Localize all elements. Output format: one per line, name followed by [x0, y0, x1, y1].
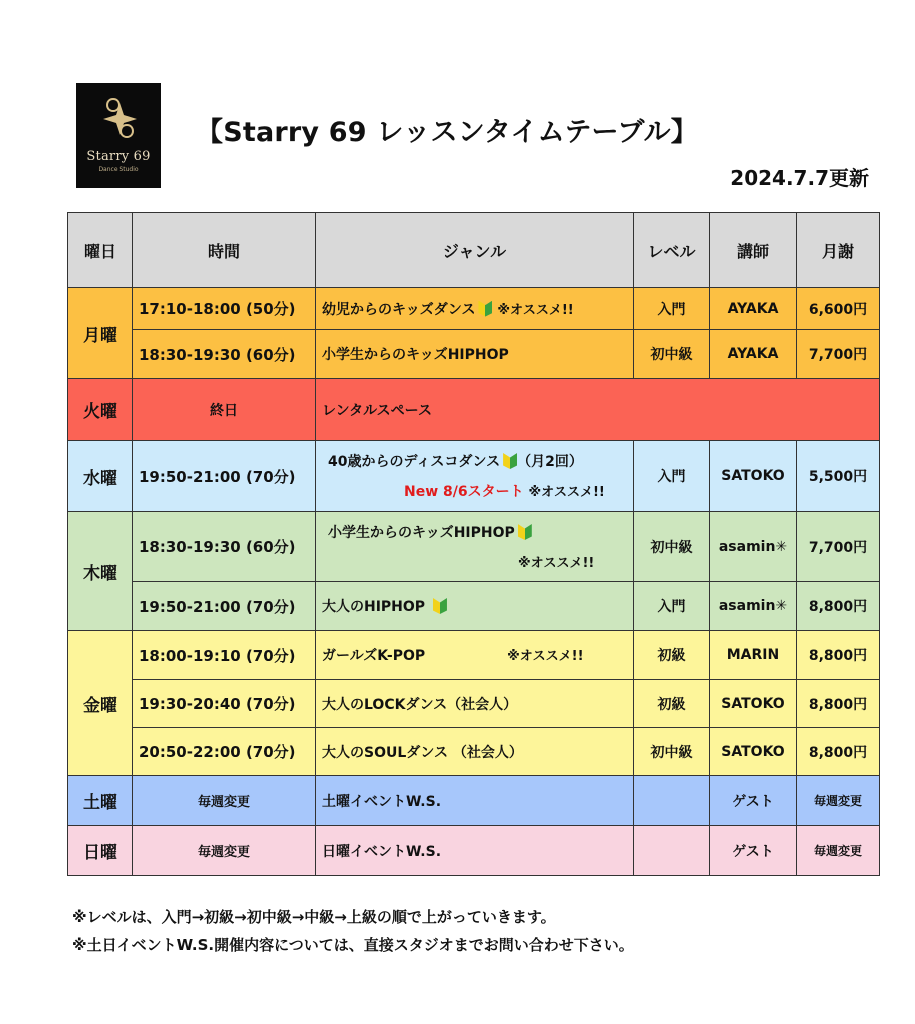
genre-text: 幼児からのキッズダンス [322, 301, 476, 318]
header-teacher: 講師 [710, 213, 797, 288]
level-cell: 初中級 [634, 512, 710, 582]
teacher-cell: SATOKO [710, 728, 797, 776]
fee-cell: 6,600円 [797, 288, 880, 330]
header-level: レベル [634, 213, 710, 288]
footnote-events: ※土日イベントW.S.開催内容については、直接スタジオまでお問い合わせ下さい。 [72, 936, 634, 954]
footnote-levels: ※レベルは、入門→初級→初中級→中級→上級の順で上がっていきます。 [72, 908, 556, 926]
table-row [68, 631, 880, 680]
level-cell: 初中級 [634, 728, 710, 776]
level-cell [634, 826, 710, 876]
day-wednesday: 水曜 [68, 441, 133, 512]
teacher-cell: asamin✳ [710, 512, 797, 582]
beginner-mark-icon [433, 598, 447, 614]
header-genre: ジャンル [316, 213, 634, 288]
table-row [68, 288, 880, 330]
logo-name: Starry 69 [86, 149, 151, 164]
teacher-cell: AYAKA [710, 330, 797, 379]
level-cell: 初中級 [634, 330, 710, 379]
teacher-cell: AYAKA [710, 288, 797, 330]
genre-cell: 土曜イベントW.S. [316, 776, 634, 826]
genre-cell: レンタルスペース [316, 379, 880, 441]
genre-text: 小学生からのキッズHIPHOP [328, 525, 515, 541]
page-title: 【Starry 69 レッスンタイムテーブル】 [196, 117, 698, 148]
logo-subtitle: Dance Studio [98, 166, 139, 173]
time-cell: 20:50-22:00 (70分) [133, 728, 316, 776]
genre-text: 40歳からのディスコダンス [328, 454, 501, 470]
header-time: 時間 [133, 213, 316, 288]
genre-text: ガールズK-POP [322, 648, 426, 664]
level-cell: 入門 [634, 582, 710, 631]
table-row [68, 379, 880, 441]
genre-cell [316, 441, 634, 512]
fee-cell: 8,800円 [797, 680, 880, 728]
teacher-cell: ゲスト [710, 776, 797, 826]
header-row [68, 213, 880, 288]
time-cell: 毎週変更 [133, 826, 316, 876]
genre-cell: 大人のLOCKダンス（社会人） [316, 680, 634, 728]
day-monday: 月曜 [68, 288, 133, 379]
time-cell: 終日 [133, 379, 316, 441]
teacher-cell: ゲスト [710, 826, 797, 876]
genre-cell [316, 512, 634, 582]
teacher-cell: MARIN [710, 631, 797, 680]
time-cell: 17:10-18:00 (50分) [133, 288, 316, 330]
fee-cell: 8,800円 [797, 631, 880, 680]
genre-cell [316, 582, 634, 631]
teacher-cell: SATOKO [710, 441, 797, 512]
beginner-mark-icon [503, 453, 517, 469]
fee-cell: 8,800円 [797, 582, 880, 631]
recommend-label: ※オススメ!! [518, 556, 595, 571]
day-friday: 金曜 [68, 631, 133, 776]
day-tuesday: 火曜 [68, 379, 133, 441]
day-thursday: 木曜 [68, 512, 133, 631]
level-cell [634, 776, 710, 826]
time-cell: 18:30-19:30 (60分) [133, 330, 316, 379]
time-cell: 18:30-19:30 (60分) [133, 512, 316, 582]
day-sunday: 日曜 [68, 826, 133, 876]
fee-cell: 7,700円 [797, 330, 880, 379]
header-day: 曜日 [68, 213, 133, 288]
fee-cell: 毎週変更 [797, 776, 880, 826]
recommend-label: ※オススメ!! [528, 485, 605, 500]
level-cell: 初級 [634, 680, 710, 728]
table-row [68, 728, 880, 776]
beginner-mark-icon [478, 301, 492, 317]
table-row [68, 330, 880, 379]
genre-text: 大人のHIPHOP [322, 599, 426, 615]
fee-cell: 毎週変更 [797, 826, 880, 876]
genre-cell [316, 288, 634, 330]
updated-date: 2024.7.7更新 [730, 166, 869, 190]
time-cell: 19:50-21:00 (70分) [133, 441, 316, 512]
recommend-label: ※オススメ!! [497, 302, 574, 318]
genre-cell [316, 631, 634, 680]
time-cell: 毎週変更 [133, 776, 316, 826]
beginner-mark-icon [518, 524, 532, 540]
level-cell: 入門 [634, 288, 710, 330]
genre-cell: 日曜イベントW.S. [316, 826, 634, 876]
genre-frequency: （月2回） [517, 454, 583, 470]
table-row [68, 680, 880, 728]
teacher-cell: SATOKO [710, 680, 797, 728]
time-cell: 19:30-20:40 (70分) [133, 680, 316, 728]
table-row [68, 441, 880, 512]
recommend-label: ※オススメ!! [507, 649, 584, 664]
header-fee: 月謝 [797, 213, 880, 288]
level-cell: 初級 [634, 631, 710, 680]
time-cell: 19:50-21:00 (70分) [133, 582, 316, 631]
genre-cell: 小学生からのキッズHIPHOP [316, 330, 634, 379]
table-row [68, 582, 880, 631]
new-start-label: New 8/6スタート [404, 484, 524, 500]
sparkle-logo-icon [91, 93, 147, 145]
table-row [68, 512, 880, 582]
fee-cell: 5,500円 [797, 441, 880, 512]
studio-logo [76, 83, 161, 188]
table-row [68, 776, 880, 826]
time-cell: 18:00-19:10 (70分) [133, 631, 316, 680]
fee-cell: 8,800円 [797, 728, 880, 776]
table-row [68, 826, 880, 876]
level-cell: 入門 [634, 441, 710, 512]
timetable [67, 212, 880, 876]
teacher-cell: asamin✳ [710, 582, 797, 631]
genre-cell: 大人のSOULダンス （社会人） [316, 728, 634, 776]
day-saturday: 土曜 [68, 776, 133, 826]
fee-cell: 7,700円 [797, 512, 880, 582]
